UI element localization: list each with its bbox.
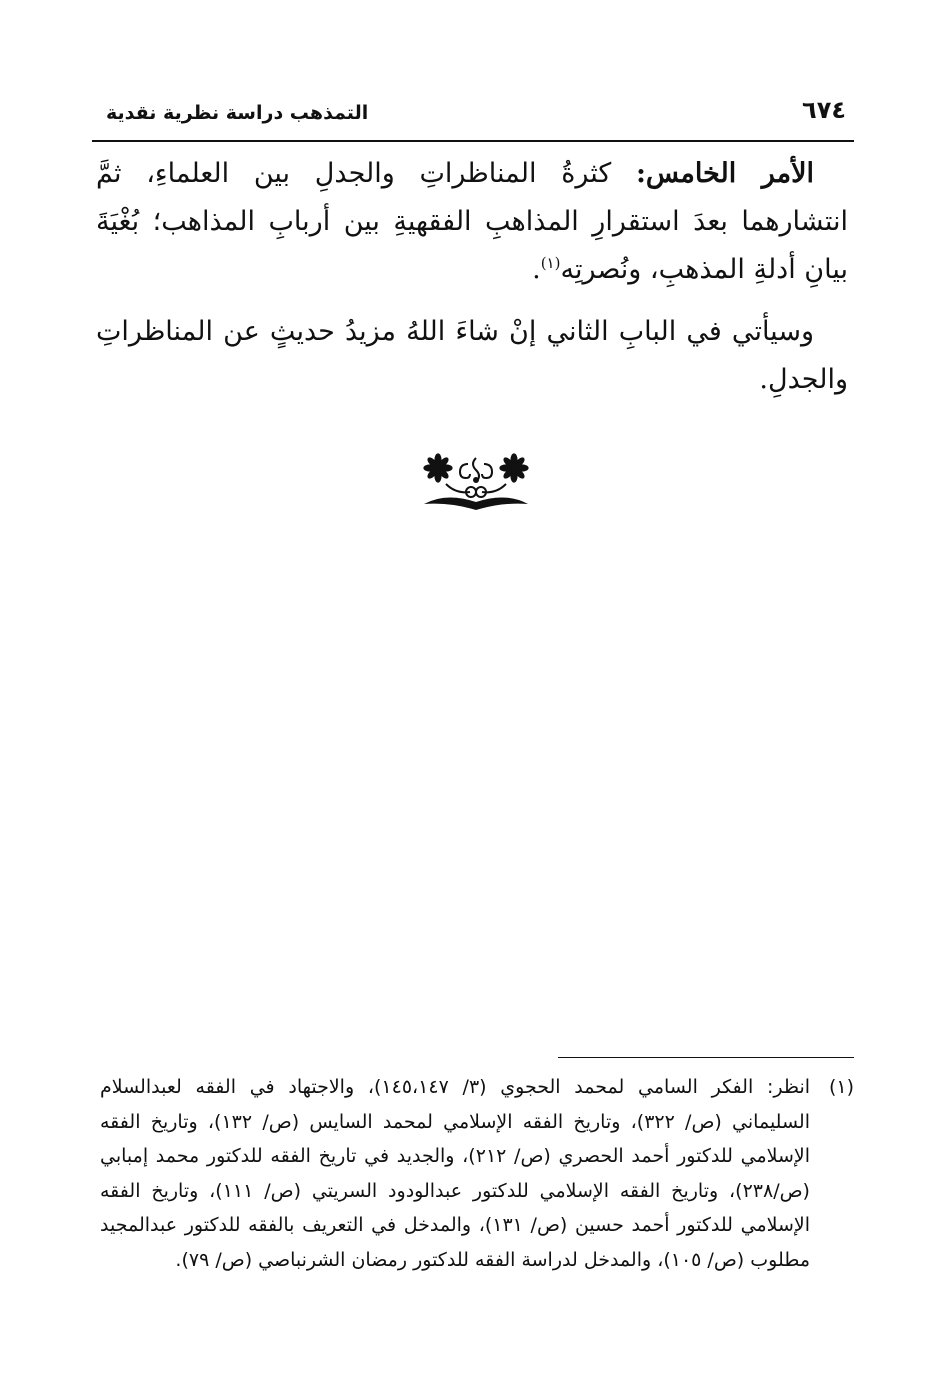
footnote-separator (558, 1057, 854, 1058)
footnote-reference[interactable]: (١) (540, 254, 561, 272)
main-text (96, 150, 848, 418)
running-title: التمذهب دراسة نظرية نقدية (106, 102, 369, 124)
footnote-marker: (١) (828, 1076, 854, 1098)
paragraph-2: وسيأتي في البابِ الثاني إنْ شاءَ اللهُ مزيدُ حديثٍ عن المناظراتِ والجدلِ. (96, 316, 848, 395)
page-header (92, 96, 854, 136)
footnote-text: انظر: الفكر السامي لمحمد الحجوي (٣/ ١٤٥،١٤٧)، والاجتهاد في الفقه لعبدالسلام السليماني (ص/ ٣٢٢)، وتاريخ الفقه الإسلامي لمحمد السايس (ص/ ١٣٢)، وتاريخ الفقه الإسلامي للدكتور أحمد الحصري (ص/ ٢١٢)، والجديد في تاريخ الفقه للدكتور محمد إمبابي (ص/٢٣٨)، وتاريخ الفقه الإسلامي للدكتور عبدالودود السريتي (ص/ ١١١)، وتاريخ الفقه الإسلامي للدكتور أحمد حسين (ص/ ١٣١)، والمدخل في التعريف بالفقه للدكتور عبدالمجيد مطلوب (ص/ ١٠٥)، والمدخل لدراسة الفقه للدكتور رمضان الشرنباصي (ص/ ٧٩). (100, 1076, 811, 1271)
header-rule (92, 140, 854, 142)
paragraph-1 (96, 150, 848, 294)
paragraph-1-end: . (532, 254, 541, 285)
footnote (100, 1070, 854, 1277)
paragraph-1-text: كثرةُ المناظراتِ والجدلِ بين العلماءِ، ثمَّ انتشارهما بعدَ استقرارِ المذاهبِ الفقهيةِ بين أربابِ المذاهب؛ بُغْيَةَ بيانِ أدلةِ المذهبِ، ونُصرتِه (96, 158, 848, 285)
page-number: ٦٧٤ (802, 96, 846, 124)
floral-ornament-icon (416, 450, 536, 510)
paragraph-lead: الأمر الخامس: (635, 158, 814, 189)
